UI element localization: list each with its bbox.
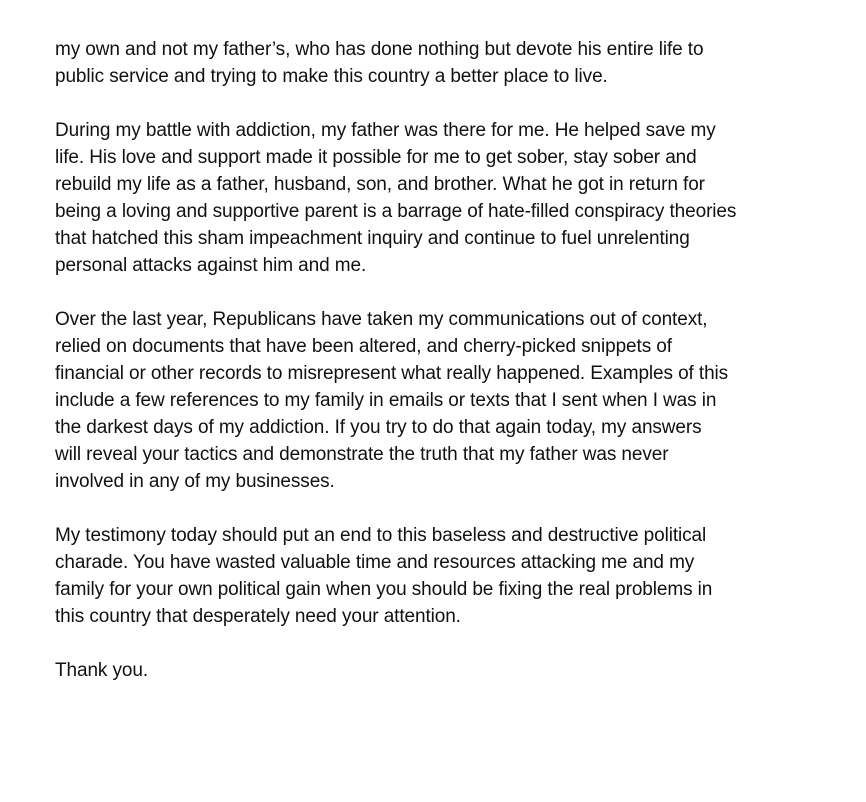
text-line: include a few references to my family in emails or texts that I sent when I was in	[55, 390, 717, 411]
text-line: will reveal your tactics and demonstrate the truth that my father was never	[55, 444, 669, 465]
text-line: relied on documents that have been altered, and cherry-picked snippets of	[55, 336, 672, 357]
paragraph-addiction	[55, 117, 845, 279]
text-line: that hatched this sham impeachment inquiry and continue to fuel unrelenting	[55, 228, 690, 249]
text-line: financial or other records to misrepresent what really happened. Examples of this	[55, 363, 729, 384]
text-line: personal attacks against him and me.	[55, 255, 367, 276]
text-line: Over the last year, Republicans have taken my communications out of context,	[55, 309, 708, 330]
text-line: My testimony today should put an end to this baseless and destructive political	[55, 525, 707, 546]
text-line: involved in any of my businesses.	[55, 471, 335, 492]
text-line: life. His love and support made it possible for me to get sober, stay sober and	[55, 147, 697, 168]
paragraph-testimony	[55, 522, 845, 630]
text-line: public service and trying to make this country a better place to live.	[55, 66, 608, 87]
document-body	[55, 36, 845, 711]
text-line: rebuild my life as a father, husband, son, and brother. What he got in return for	[55, 174, 705, 195]
text-line: this country that desperately need your attention.	[55, 606, 461, 627]
text-line: Thank you.	[55, 660, 148, 681]
text-line: family for your own political gain when you should be fixing the real problems in	[55, 579, 713, 600]
paragraph-father-service	[55, 36, 845, 90]
text-line: charade. You have wasted valuable time and resources attacking me and my	[55, 552, 695, 573]
paragraph-republicans	[55, 306, 845, 495]
paragraph-closing	[55, 657, 845, 684]
text-line: being a loving and supportive parent is a barrage of hate-filled conspiracy theories	[55, 201, 737, 222]
text-line: my own and not my father’s, who has done nothing but devote his entire life to	[55, 39, 704, 60]
text-line: the darkest days of my addiction. If you try to do that again today, my answers	[55, 417, 702, 438]
text-line: During my battle with addiction, my father was there for me. He helped save my	[55, 120, 716, 141]
